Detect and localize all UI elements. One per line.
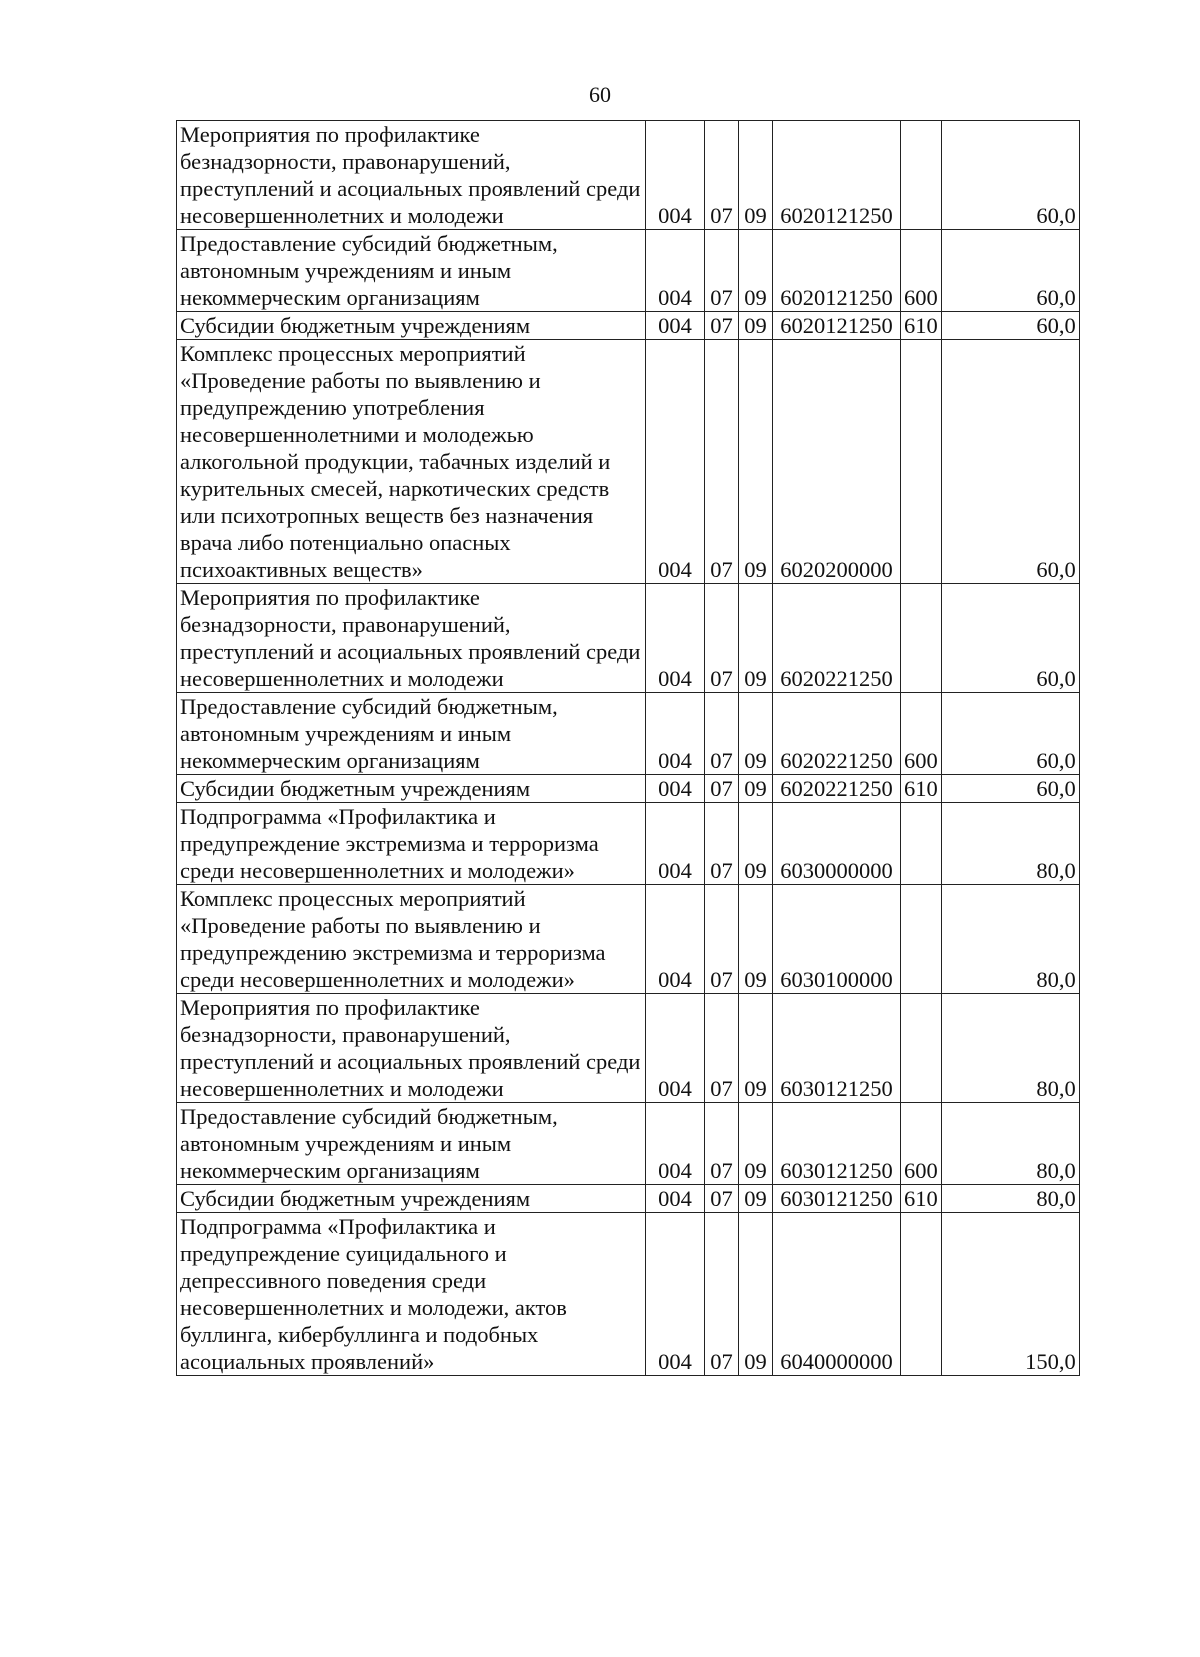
amount-cell: 60,0	[941, 121, 1079, 230]
subsection-code-cell: 09	[739, 121, 773, 230]
subsection-code-cell: 09	[739, 230, 773, 312]
subsection-code-cell: 09	[739, 312, 773, 340]
target-article-cell: 6030121250	[773, 994, 901, 1103]
row-name-cell: Комплекс процессных мероприятий «Проведение работы по выявлению и предупреждению экстремизма и терроризма среди несовершеннолетних и молодежи»	[177, 885, 646, 994]
subsection-code-cell: 09	[739, 340, 773, 584]
grbs-code-cell: 004	[646, 803, 705, 885]
expense-type-cell	[901, 584, 942, 693]
grbs-code-cell: 004	[646, 1103, 705, 1185]
table-row	[177, 312, 1080, 340]
amount-cell: 60,0	[941, 693, 1079, 775]
expense-type-cell	[901, 340, 942, 584]
section-code-cell: 07	[705, 340, 739, 584]
section-code-cell: 07	[705, 693, 739, 775]
section-code-cell: 07	[705, 885, 739, 994]
target-article-cell: 6030121250	[773, 1185, 901, 1213]
target-article-cell: 6030121250	[773, 1103, 901, 1185]
target-article-cell: 6020121250	[773, 230, 901, 312]
target-article-cell: 6030000000	[773, 803, 901, 885]
grbs-code-cell: 004	[646, 230, 705, 312]
row-name-cell: Предоставление субсидий бюджетным, автономным учреждениям и иным некоммерческим организациям	[177, 1103, 646, 1185]
amount-cell: 60,0	[941, 230, 1079, 312]
budget-table	[176, 120, 1080, 1376]
amount-cell: 80,0	[941, 1103, 1079, 1185]
row-name-cell: Мероприятия по профилактике безнадзорности, правонарушений, преступлений и асоциальных проявлений среди несовершеннолетних и молодежи	[177, 994, 646, 1103]
row-name-cell: Субсидии бюджетным учреждениям	[177, 775, 646, 803]
grbs-code-cell: 004	[646, 994, 705, 1103]
subsection-code-cell: 09	[739, 994, 773, 1103]
table-row	[177, 230, 1080, 312]
expense-type-cell	[901, 1213, 942, 1376]
target-article-cell: 6020200000	[773, 340, 901, 584]
page-number: 60	[589, 82, 611, 107]
row-name-cell: Субсидии бюджетным учреждениям	[177, 312, 646, 340]
grbs-code-cell: 004	[646, 121, 705, 230]
expense-type-cell: 600	[901, 1103, 942, 1185]
target-article-cell: 6020121250	[773, 121, 901, 230]
grbs-code-cell: 004	[646, 340, 705, 584]
amount-cell: 80,0	[941, 994, 1079, 1103]
row-name-cell: Предоставление субсидий бюджетным, автономным учреждениям и иным некоммерческим организациям	[177, 693, 646, 775]
grbs-code-cell: 004	[646, 693, 705, 775]
amount-cell: 80,0	[941, 1185, 1079, 1213]
expense-type-cell	[901, 803, 942, 885]
table-row	[177, 340, 1080, 584]
expense-type-cell	[901, 885, 942, 994]
row-name-cell: Предоставление субсидий бюджетным, автономным учреждениям и иным некоммерческим организациям	[177, 230, 646, 312]
target-article-cell: 6020121250	[773, 312, 901, 340]
target-article-cell: 6020221250	[773, 693, 901, 775]
target-article-cell: 6030100000	[773, 885, 901, 994]
expense-type-cell: 610	[901, 312, 942, 340]
table-row	[177, 1103, 1080, 1185]
table-row	[177, 885, 1080, 994]
row-name-cell: Подпрограмма «Профилактика и предупреждение экстремизма и терроризма среди несовершеннолетних и молодежи»	[177, 803, 646, 885]
section-code-cell: 07	[705, 1103, 739, 1185]
table-body	[177, 121, 1080, 1376]
amount-cell: 80,0	[941, 885, 1079, 994]
target-article-cell: 6040000000	[773, 1213, 901, 1376]
section-code-cell: 07	[705, 1213, 739, 1376]
subsection-code-cell: 09	[739, 584, 773, 693]
expense-type-cell: 600	[901, 230, 942, 312]
table-row	[177, 1185, 1080, 1213]
expense-type-cell	[901, 121, 942, 230]
amount-cell: 60,0	[941, 584, 1079, 693]
amount-cell: 60,0	[941, 775, 1079, 803]
subsection-code-cell: 09	[739, 1103, 773, 1185]
section-code-cell: 07	[705, 584, 739, 693]
table-row	[177, 994, 1080, 1103]
subsection-code-cell: 09	[739, 803, 773, 885]
table-row	[177, 775, 1080, 803]
subsection-code-cell: 09	[739, 885, 773, 994]
expense-type-cell: 600	[901, 693, 942, 775]
row-name-cell: Подпрограмма «Профилактика и предупреждение суицидального и депрессивного поведения среди несовершеннолетних и молодежи, актов буллинга, кибербуллинга и подобных асоциальных проявлений»	[177, 1213, 646, 1376]
expense-type-cell: 610	[901, 1185, 942, 1213]
expense-type-cell	[901, 994, 942, 1103]
row-name-cell: Мероприятия по профилактике безнадзорности, правонарушений, преступлений и асоциальных проявлений среди несовершеннолетних и молодежи	[177, 121, 646, 230]
table-row	[177, 693, 1080, 775]
section-code-cell: 07	[705, 312, 739, 340]
amount-cell: 150,0	[941, 1213, 1079, 1376]
row-name-cell: Субсидии бюджетным учреждениям	[177, 1185, 646, 1213]
grbs-code-cell: 004	[646, 584, 705, 693]
table-row	[177, 121, 1080, 230]
section-code-cell: 07	[705, 775, 739, 803]
subsection-code-cell: 09	[739, 775, 773, 803]
table-row	[177, 584, 1080, 693]
table-row	[177, 1213, 1080, 1376]
target-article-cell: 6020221250	[773, 584, 901, 693]
section-code-cell: 07	[705, 230, 739, 312]
grbs-code-cell: 004	[646, 1185, 705, 1213]
subsection-code-cell: 09	[739, 1213, 773, 1376]
row-name-cell: Комплекс процессных мероприятий «Проведение работы по выявлению и предупреждению употребления несовершеннолетними и молодежью алкогольной продукции, табачных изделий и курительных смесей, наркотических средств или психотропных веществ без назначения врача либо потенциально опасных психоактивных веществ»	[177, 340, 646, 584]
section-code-cell: 07	[705, 994, 739, 1103]
grbs-code-cell: 004	[646, 1213, 705, 1376]
target-article-cell: 6020221250	[773, 775, 901, 803]
grbs-code-cell: 004	[646, 775, 705, 803]
section-code-cell: 07	[705, 1185, 739, 1213]
amount-cell: 80,0	[941, 803, 1079, 885]
table-row	[177, 803, 1080, 885]
section-code-cell: 07	[705, 121, 739, 230]
section-code-cell: 07	[705, 803, 739, 885]
subsection-code-cell: 09	[739, 693, 773, 775]
grbs-code-cell: 004	[646, 885, 705, 994]
subsection-code-cell: 09	[739, 1185, 773, 1213]
amount-cell: 60,0	[941, 340, 1079, 584]
row-name-cell: Мероприятия по профилактике безнадзорности, правонарушений, преступлений и асоциальных проявлений среди несовершеннолетних и молодежи	[177, 584, 646, 693]
amount-cell: 60,0	[941, 312, 1079, 340]
grbs-code-cell: 004	[646, 312, 705, 340]
expense-type-cell: 610	[901, 775, 942, 803]
